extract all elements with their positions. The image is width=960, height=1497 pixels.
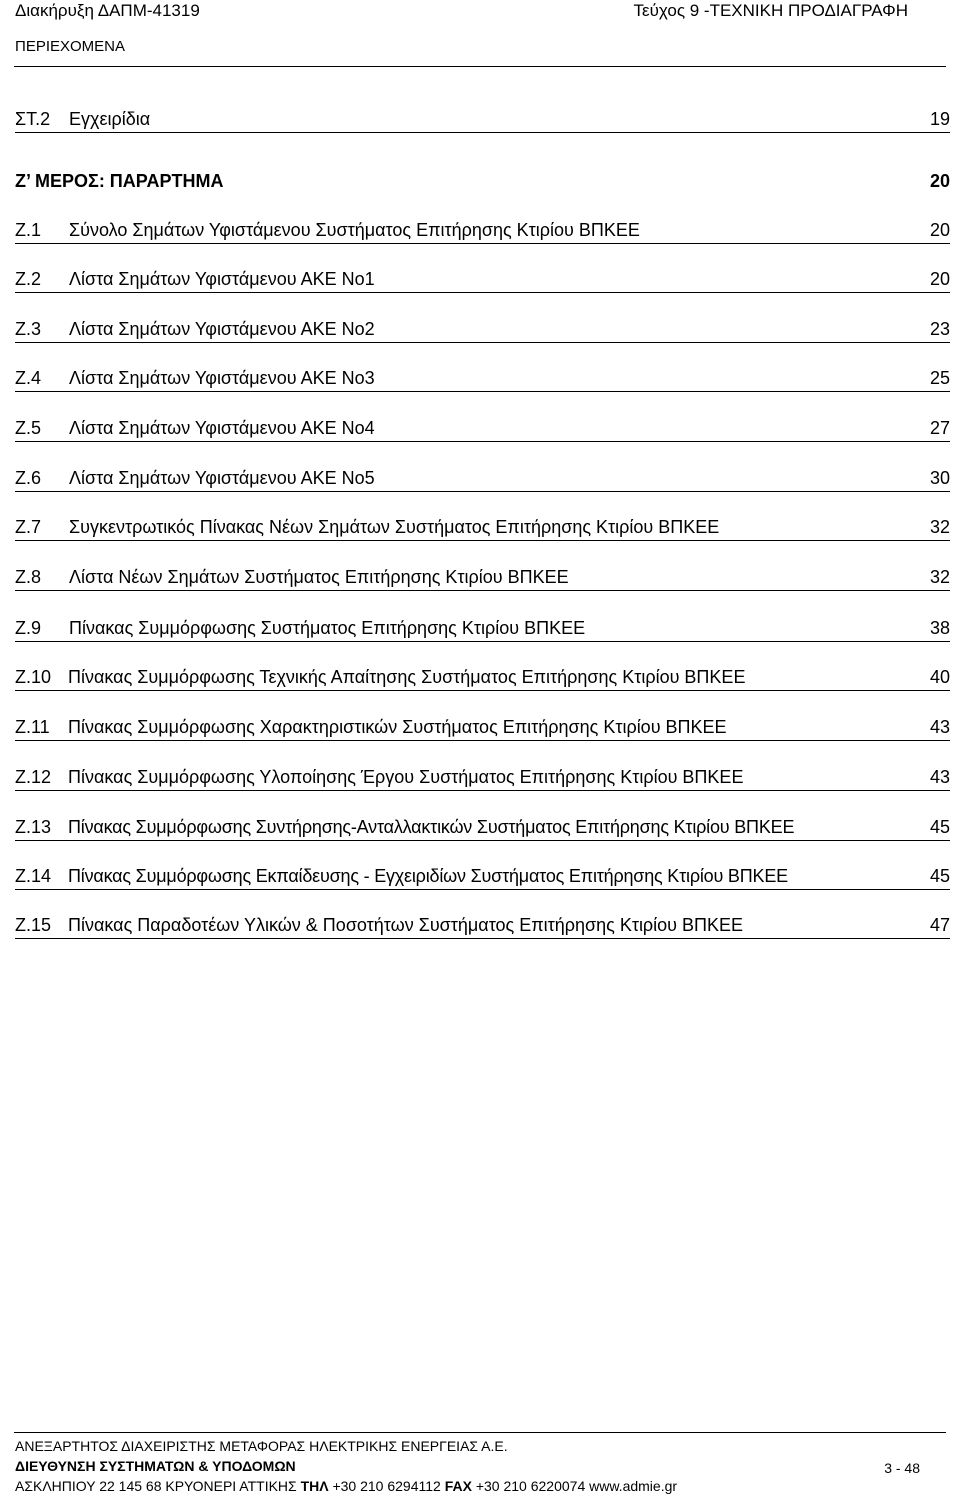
toc-entry-underline xyxy=(15,132,950,133)
footer-tel: +30 210 6294112 xyxy=(332,1478,441,1494)
footer-fax: +30 210 6220074 xyxy=(475,1478,586,1494)
toc-entry-underline xyxy=(15,740,950,741)
toc-entry-number: Ζ.14 xyxy=(15,866,52,886)
footer-tel-label: ΤΗΛ xyxy=(300,1478,329,1494)
toc-entry-title: Λίστα Σημάτων Υφιστάμενου ΑΚΕ Νο2 xyxy=(69,319,375,339)
toc-entry[interactable] xyxy=(15,716,950,742)
toc-entry-title: Πίνακας Παραδοτέων Υλικών & Ποσοτήτων Συστήματος Επιτήρησης Κτιρίου ΒΠΚΕΕ xyxy=(68,915,744,935)
toc-entry[interactable] xyxy=(15,617,950,643)
toc-entry-page: 40 xyxy=(929,667,950,687)
toc-entry[interactable] xyxy=(15,666,950,692)
toc-entry-number: Ζ.5 xyxy=(15,418,42,438)
toc-entry-title: Λίστα Σημάτων Υφιστάμενου ΑΚΕ Νο3 xyxy=(69,368,375,388)
toc-entry-number: Ζ.2 xyxy=(15,269,42,289)
footer-address: ΑΣΚΛΗΠΙΟΥ 22 145 68 ΚΡΥΟΝΕΡΙ ΑΤΤΙΚΗΣ xyxy=(15,1478,297,1494)
toc-entry[interactable] xyxy=(15,816,950,842)
toc-entry[interactable] xyxy=(15,566,950,592)
toc-entry[interactable] xyxy=(15,318,950,344)
toc-entry-page: 38 xyxy=(929,618,950,638)
toc-entry-underline xyxy=(15,641,950,642)
toc-entry[interactable] xyxy=(15,108,950,134)
footer-fax-label: FAX xyxy=(444,1478,472,1494)
footer-contact xyxy=(15,1477,677,1495)
toc-entry-number: Ζ.12 xyxy=(15,767,52,787)
toc-entry-page: 32 xyxy=(929,517,950,537)
document-reference: Διακήρυξη ΔΑΠΜ-41319 xyxy=(15,1,200,20)
toc-entry[interactable] xyxy=(15,417,950,443)
toc-entry-underline xyxy=(15,790,950,791)
toc-entry-number: Ζ.6 xyxy=(15,468,42,488)
toc-entry-title: Λίστα Σημάτων Υφιστάμενου ΑΚΕ Νο5 xyxy=(69,468,375,488)
toc-entry-title: Πίνακας Συμμόρφωσης Τεχνικής Απαίτησης Συστήματος Επιτήρησης Κτιρίου ΒΠΚΕΕ xyxy=(68,667,746,687)
toc-entry-page: 19 xyxy=(929,109,950,129)
toc-entry[interactable] xyxy=(15,268,950,294)
toc-entry-title: Εγχειρίδια xyxy=(69,109,151,129)
toc-entry-underline xyxy=(15,690,950,691)
toc-entry-page: 47 xyxy=(929,915,950,935)
toc-entry[interactable] xyxy=(15,467,950,493)
toc-entry[interactable] xyxy=(15,367,950,393)
toc-entry-number: Ζ.8 xyxy=(15,567,42,587)
toc-entry-title: Λίστα Σημάτων Υφιστάμενου ΑΚΕ Νο4 xyxy=(69,418,375,438)
toc-entry-page: 32 xyxy=(929,567,950,587)
header-divider xyxy=(14,66,946,67)
toc-entry-page: 20 xyxy=(929,220,950,240)
toc-entry-title: Πίνακας Συμμόρφωσης Χαρακτηριστικών Συστήματος Επιτήρησης Κτιρίου ΒΠΚΕΕ xyxy=(68,717,727,737)
toc-entry-number: Ζ.10 xyxy=(15,667,52,687)
toc-entry-page: 43 xyxy=(929,717,950,737)
toc-entry-title: Πίνακας Συμμόρφωσης Εκπαίδευσης - Εγχειριδίων Συστήματος Επιτήρησης Κτιρίου ΒΠΚΕΕ xyxy=(68,866,788,886)
toc-entry-page: 45 xyxy=(929,866,950,886)
toc-entry[interactable] xyxy=(15,219,950,245)
toc-entry-page: 45 xyxy=(929,817,950,837)
toc-entry-number: Ζ.4 xyxy=(15,368,42,388)
toc-entry-underline xyxy=(15,491,950,492)
toc-entry-underline xyxy=(15,889,950,890)
footer-divider xyxy=(14,1432,946,1433)
toc-entry-title: Πίνακας Συμμόρφωσης Συντήρησης-Ανταλλακτικών Συστήματος Επιτήρησης Κτιρίου ΒΠΚΕΕ xyxy=(68,817,795,837)
toc-entry-page: 30 xyxy=(929,468,950,488)
toc-entry-page: 27 xyxy=(929,418,950,438)
toc-entry-title: Λίστα Σημάτων Υφιστάμενου ΑΚΕ Νο1 xyxy=(69,269,375,289)
toc-section-title: Ζ’ ΜΕΡΟΣ: ΠΑΡΑΡΤΗΜΑ xyxy=(15,171,224,191)
footer-division: ΔΙΕΥΘΥΝΣΗ ΣΥΣΤΗΜΑΤΩΝ & ΥΠΟΔΟΜΩΝ xyxy=(15,1458,296,1474)
toc-section-page: 20 xyxy=(929,171,950,191)
toc-entry-underline xyxy=(15,391,950,392)
toc-entry-number: Ζ.9 xyxy=(15,618,42,638)
toc-entry-number: ΣΤ.2 xyxy=(15,109,51,129)
toc-entry-page: 43 xyxy=(929,767,950,787)
toc-entry-underline xyxy=(15,938,950,939)
toc-entry-number: Ζ.3 xyxy=(15,319,42,339)
toc-entry-number: Ζ.13 xyxy=(15,817,52,837)
toc-entry-number: Ζ.15 xyxy=(15,915,52,935)
toc-entry[interactable] xyxy=(15,914,950,940)
toc-entry[interactable] xyxy=(15,516,950,542)
toc-entry-number: Ζ.7 xyxy=(15,517,42,537)
toc-entry-title: Πίνακας Συμμόρφωσης Υλοποίησης Έργου Συστήματος Επιτήρησης Κτιρίου ΒΠΚΕΕ xyxy=(68,767,744,787)
toc-entry-title: Πίνακας Συμμόρφωσης Συστήματος Επιτήρησης Κτιρίου ΒΠΚΕΕ xyxy=(69,618,586,638)
volume-title: Τεύχος 9 -ΤΕΧΝΙΚΗ ΠΡΟΔΙΑΓΡΑΦΗ xyxy=(633,1,908,20)
footer-website[interactable]: www.admie.gr xyxy=(589,1478,678,1494)
toc-entry-title: Συγκεντρωτικός Πίνακας Νέων Σημάτων Συστήματος Επιτήρησης Κτιρίου ΒΠΚΕΕ xyxy=(69,517,720,537)
toc-entry-title: Λίστα Νέων Σημάτων Συστήματος Επιτήρησης Κτιρίου ΒΠΚΕΕ xyxy=(69,567,569,587)
toc-entry-underline xyxy=(15,292,950,293)
toc-entry-page: 23 xyxy=(929,319,950,339)
toc-entry-underline xyxy=(15,441,950,442)
section-title: ΠΕΡΙΕΧΟΜΕΝΑ xyxy=(15,38,126,55)
page-number: 3 - 48 xyxy=(884,1460,920,1476)
toc-entry-page: 25 xyxy=(929,368,950,388)
toc-entry-number: Ζ.11 xyxy=(15,717,50,737)
toc-entry-page: 20 xyxy=(929,269,950,289)
toc-entry-underline xyxy=(15,243,950,244)
toc-entry-underline xyxy=(15,590,950,591)
toc-entry-underline xyxy=(15,342,950,343)
footer-organization: ΑΝΕΞΑΡΤΗΤΟΣ ΔΙΑΧΕΙΡΙΣΤΗΣ ΜΕΤΑΦΟΡΑΣ ΗΛΕΚΤΡΙΚΗΣ ΕΝΕΡΓΕΙΑΣ Α.Ε. xyxy=(15,1438,508,1454)
toc-section-entry[interactable] xyxy=(15,170,950,196)
toc-entry[interactable] xyxy=(15,766,950,792)
toc-entry-underline xyxy=(15,840,950,841)
toc-entry-number: Ζ.1 xyxy=(15,220,42,240)
toc-entry-underline xyxy=(15,540,950,541)
toc-entry-title: Σύνολο Σημάτων Υφιστάμενου Συστήματος Επιτήρησης Κτιρίου ΒΠΚΕΕ xyxy=(69,220,640,240)
toc-entry[interactable] xyxy=(15,865,950,891)
